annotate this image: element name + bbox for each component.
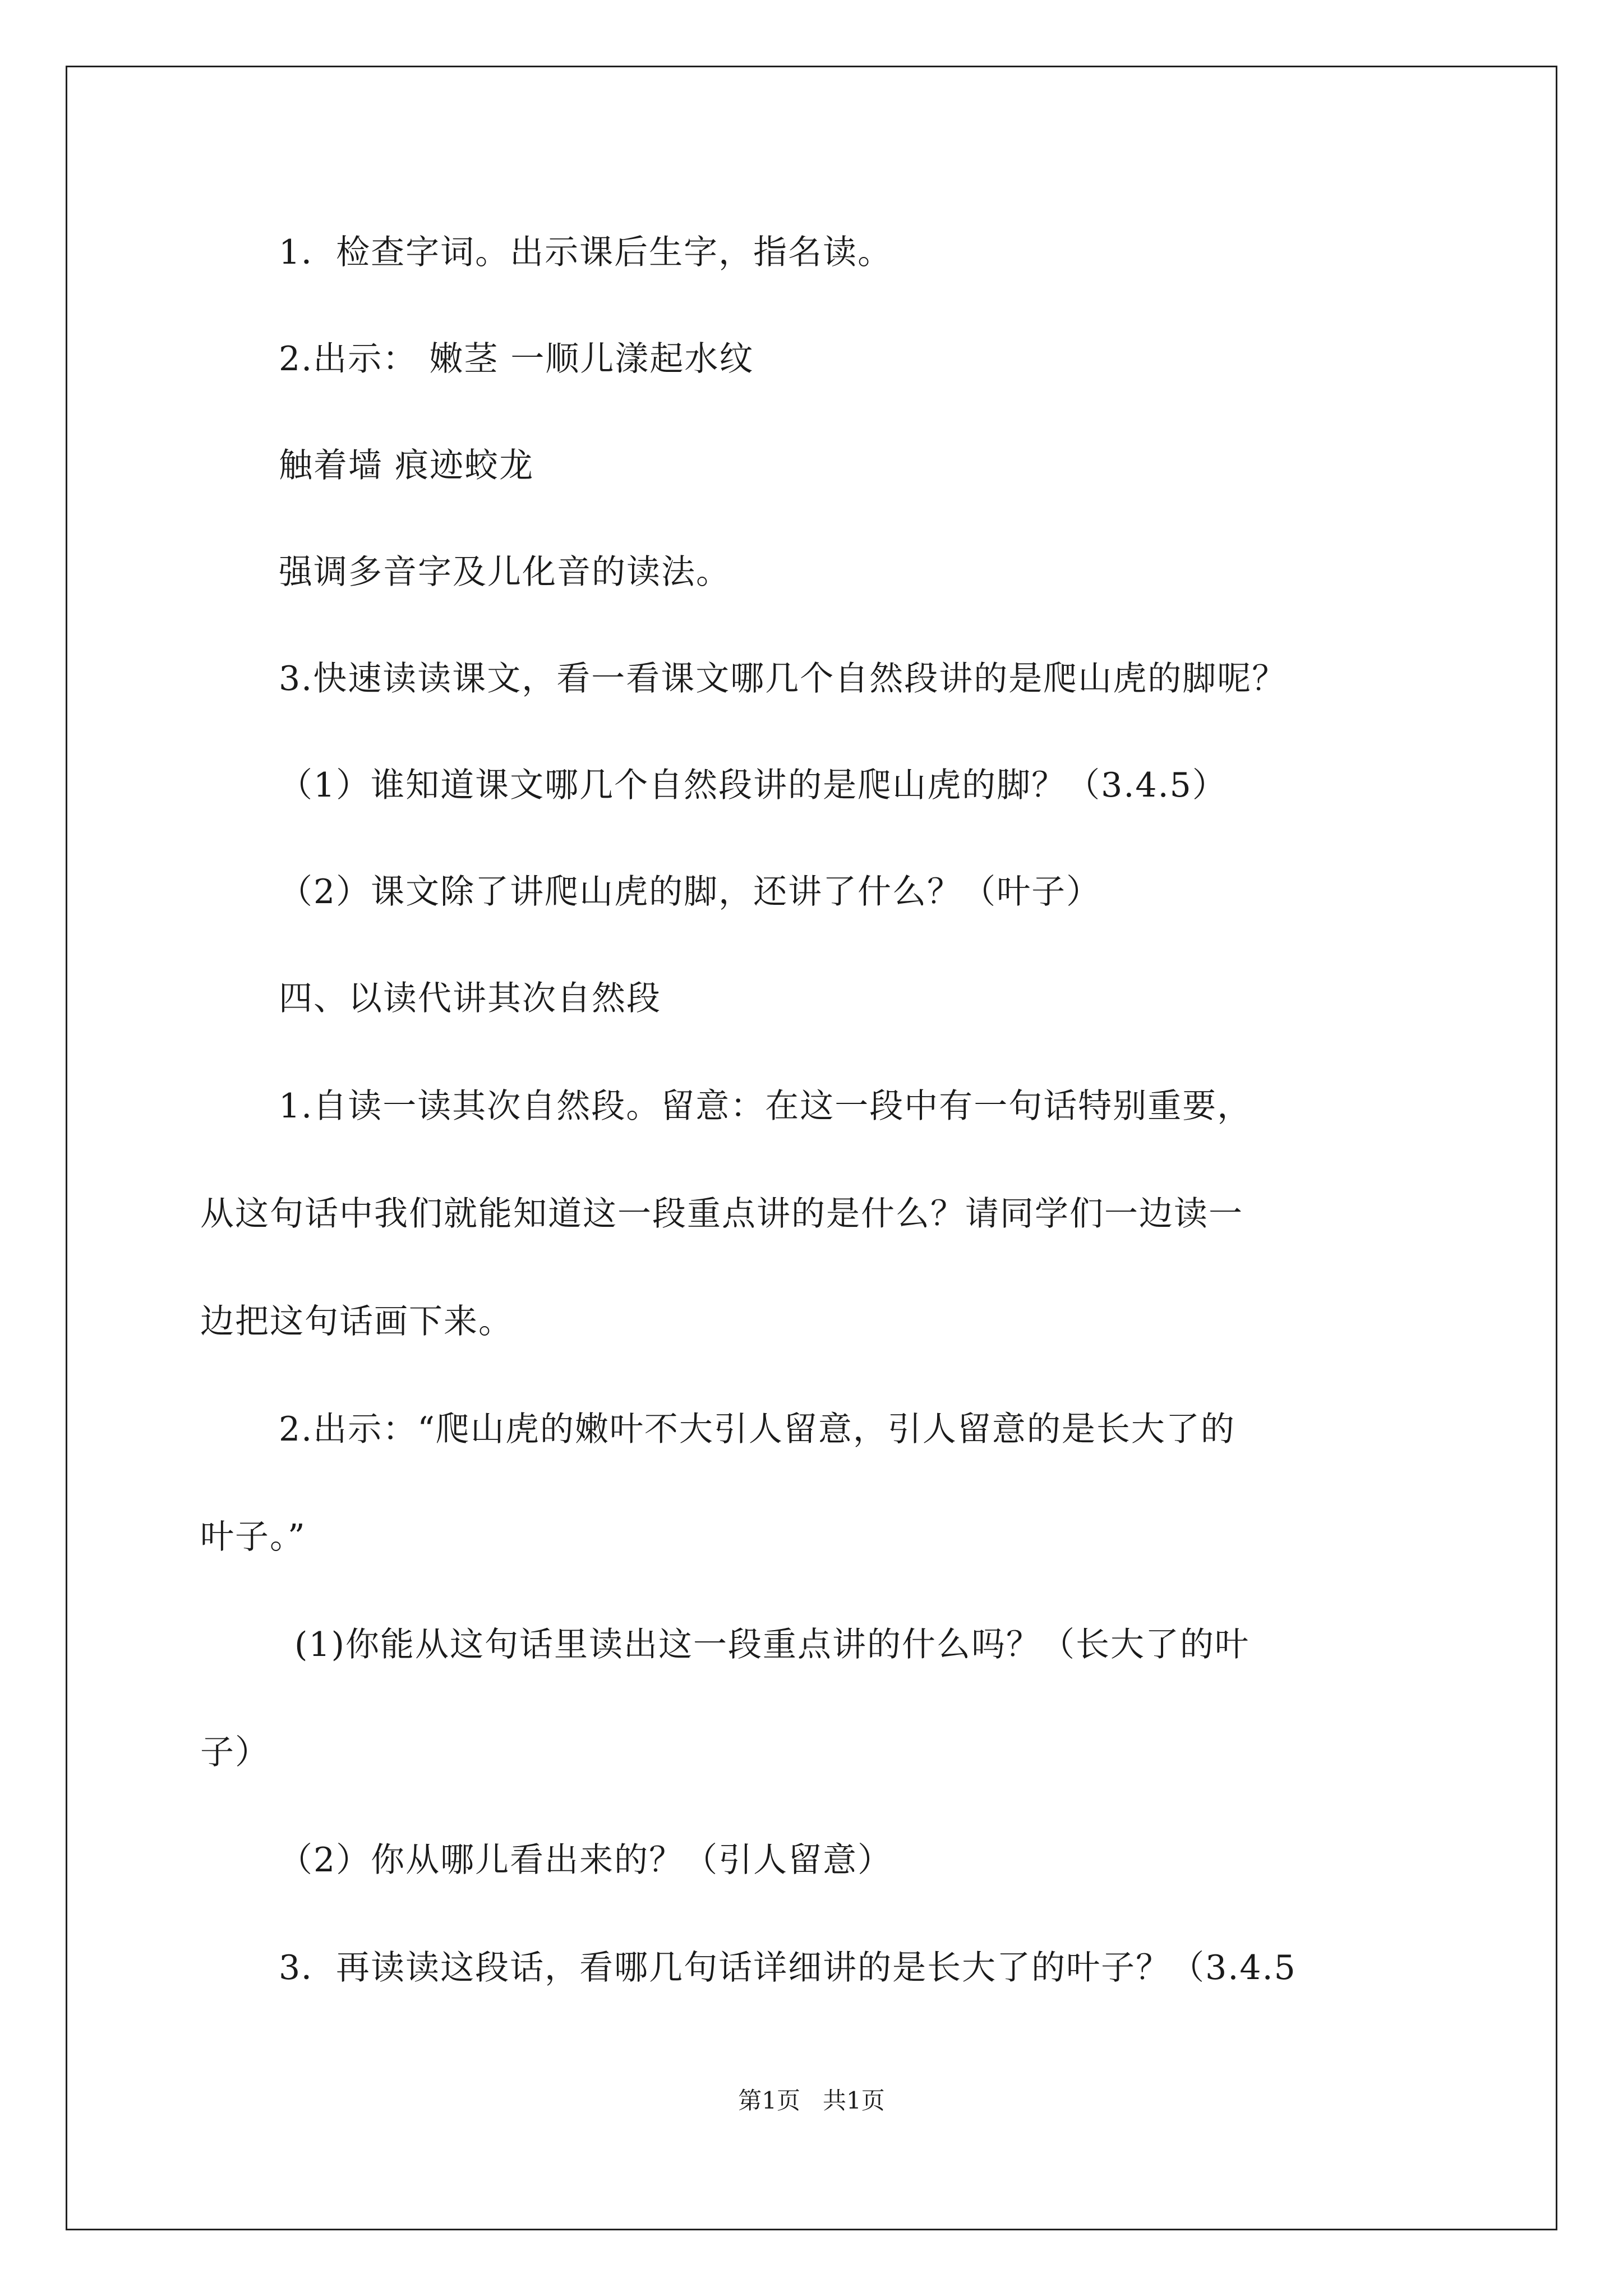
text-line: 1.自读一读其次自然段。留意：在这一段中有一句话特别重要， — [279, 1087, 1252, 1126]
section-heading: 四、以读代讲其次自然段 — [279, 979, 661, 1018]
text-line: 2.出示： 嫩茎 一顺儿漾起水纹 — [279, 339, 754, 379]
text-line: （1）谁知道课文哪几个自然段讲的是爬山虎的脚？（3.4.5） — [279, 766, 1227, 805]
text-line: 边把这句话画下来。 — [200, 1302, 513, 1341]
text-line: 子） — [200, 1733, 270, 1772]
page-footer: 第1页 共1页 — [738, 2087, 885, 2114]
text-line: 3．再读读这段话，看哪几句话详细讲的是长大了的叶子？（3.4.5 — [279, 1948, 1297, 1987]
text-line: (1)你能从这句话里读出这一段重点讲的什么吗？（长大了的叶 — [294, 1625, 1249, 1664]
page-border — [66, 66, 1557, 2230]
text-line: （2）你从哪儿看出来的？（引人留意） — [279, 1841, 893, 1880]
text-line: 1．检查字词。出示课后生字，指名读。 — [279, 233, 893, 272]
text-line: 从这句话中我们就能知道这一段重点讲的是什么？请同学们一边读一 — [200, 1194, 1243, 1234]
text-line: （2）课文除了讲爬山虎的脚，还讲了什么？（叶子） — [279, 872, 1101, 912]
text-line: 触着墙 痕迹蛟龙 — [279, 446, 534, 485]
text-line: 叶子。” — [200, 1517, 306, 1557]
text-line: 强调多音字及儿化音的读法。 — [279, 553, 731, 592]
text-line: 2.出示：“爬山虎的嫩叶不大引人留意，引人留意的是长大了的 — [279, 1410, 1235, 1449]
text-line: 3.快速读读课文，看一看课文哪几个自然段讲的是爬山虎的脚呢？ — [279, 659, 1287, 698]
